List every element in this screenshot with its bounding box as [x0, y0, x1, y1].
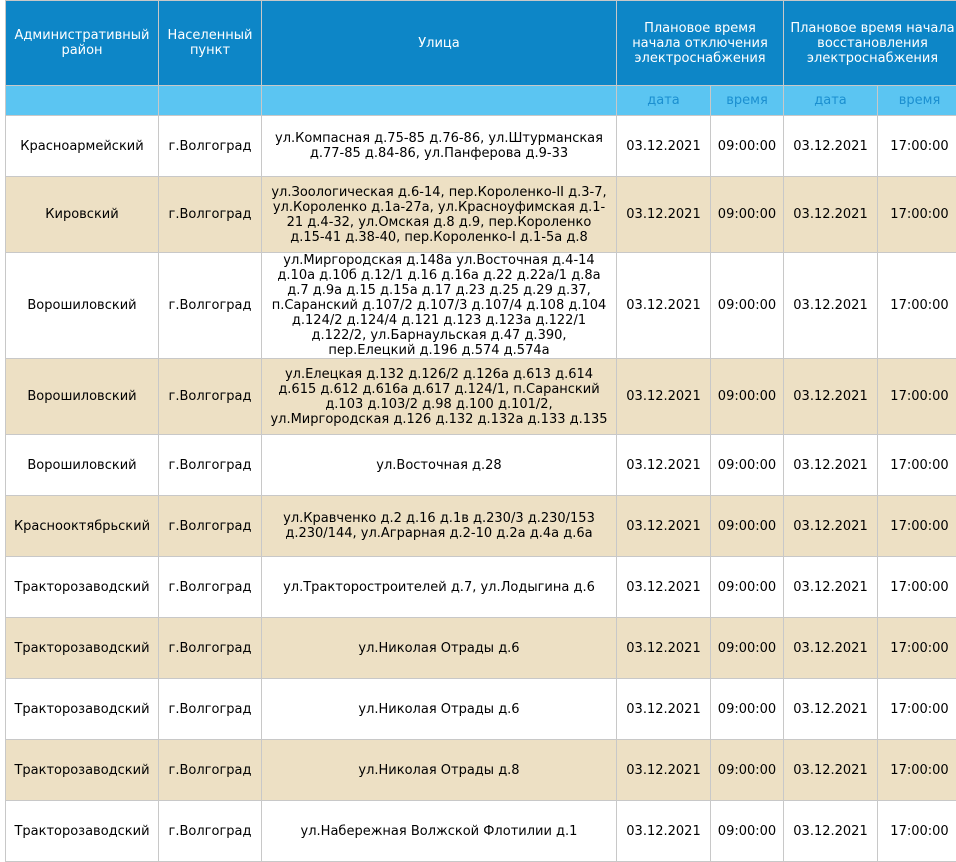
- cell-on-time: 17:00:00: [878, 177, 956, 253]
- cell-on-time: 17:00:00: [878, 740, 956, 801]
- cell-off-time: 09:00:00: [711, 618, 784, 679]
- header-restore-start: Плановое время начала восстановления электроснабжения: [784, 1, 956, 86]
- cell-off-time: 09:00:00: [711, 740, 784, 801]
- cell-city: г.Волгоград: [159, 679, 262, 740]
- cell-on-time: 17:00:00: [878, 679, 956, 740]
- cell-off-date: 03.12.2021: [617, 557, 711, 618]
- cell-off-date: 03.12.2021: [617, 496, 711, 557]
- cell-street: ул.Николая Отрады д.6: [262, 679, 617, 740]
- table-row: [6, 557, 956, 618]
- cell-on-date: 03.12.2021: [784, 435, 878, 496]
- cell-district: Ворошиловский: [6, 435, 159, 496]
- cell-off-date: 03.12.2021: [617, 359, 711, 435]
- cell-district: Красноармейский: [6, 116, 159, 177]
- header-outage-start: Плановое время начала отключения электроснабжения: [617, 1, 784, 86]
- subheader-on-date: дата: [784, 86, 878, 116]
- cell-street: ул.Кравченко д.2 д.16 д.1в д.230/3 д.230/153 д.230/144, ул.Аграрная д.2-10 д.2а д.4а д.6а: [262, 496, 617, 557]
- cell-off-time: 09:00:00: [711, 253, 784, 359]
- table-row: [6, 618, 956, 679]
- cell-on-time: 17:00:00: [878, 435, 956, 496]
- cell-off-date: 03.12.2021: [617, 740, 711, 801]
- table-row: [6, 253, 956, 359]
- cell-city: г.Волгоград: [159, 801, 262, 862]
- outage-schedule-table: [5, 0, 956, 862]
- cell-city: г.Волгоград: [159, 253, 262, 359]
- cell-off-time: 09:00:00: [711, 801, 784, 862]
- cell-street: ул.Николая Отрады д.8: [262, 740, 617, 801]
- cell-city: г.Волгоград: [159, 116, 262, 177]
- cell-off-time: 09:00:00: [711, 496, 784, 557]
- cell-district: Тракторозаводский: [6, 801, 159, 862]
- cell-on-date: 03.12.2021: [784, 557, 878, 618]
- cell-on-date: 03.12.2021: [784, 359, 878, 435]
- cell-on-date: 03.12.2021: [784, 618, 878, 679]
- subheader-on-time: время: [878, 86, 956, 116]
- subheader-off-time: время: [711, 86, 784, 116]
- header-district: Административный район: [6, 1, 159, 86]
- table-row: [6, 496, 956, 557]
- cell-district: Ворошиловский: [6, 359, 159, 435]
- subheader-off-date: дата: [617, 86, 711, 116]
- cell-off-date: 03.12.2021: [617, 801, 711, 862]
- cell-on-time: 17:00:00: [878, 801, 956, 862]
- cell-street: ул.Восточная д.28: [262, 435, 617, 496]
- cell-district: Ворошиловский: [6, 253, 159, 359]
- cell-street: ул.Тракторостроителей д.7, ул.Лодыгина д.6: [262, 557, 617, 618]
- table-row: [6, 740, 956, 801]
- cell-off-time: 09:00:00: [711, 435, 784, 496]
- cell-on-date: 03.12.2021: [784, 253, 878, 359]
- subheader-empty: [6, 86, 159, 116]
- cell-street: ул.Николая Отрады д.6: [262, 618, 617, 679]
- cell-on-date: 03.12.2021: [784, 496, 878, 557]
- cell-off-time: 09:00:00: [711, 116, 784, 177]
- cell-city: г.Волгоград: [159, 177, 262, 253]
- cell-on-time: 17:00:00: [878, 557, 956, 618]
- cell-off-time: 09:00:00: [711, 557, 784, 618]
- cell-district: Тракторозаводский: [6, 557, 159, 618]
- cell-on-date: 03.12.2021: [784, 177, 878, 253]
- header-street: Улица: [262, 1, 617, 86]
- cell-on-time: 17:00:00: [878, 359, 956, 435]
- cell-city: г.Волгоград: [159, 496, 262, 557]
- subheader-empty: [262, 86, 617, 116]
- subheader-empty: [159, 86, 262, 116]
- cell-off-date: 03.12.2021: [617, 618, 711, 679]
- cell-street: ул.Набережная Волжской Флотилии д.1: [262, 801, 617, 862]
- cell-district: Кировский: [6, 177, 159, 253]
- cell-city: г.Волгоград: [159, 435, 262, 496]
- cell-on-time: 17:00:00: [878, 496, 956, 557]
- cell-off-date: 03.12.2021: [617, 435, 711, 496]
- table-row: [6, 435, 956, 496]
- cell-off-time: 09:00:00: [711, 359, 784, 435]
- table-row: [6, 801, 956, 862]
- cell-on-date: 03.12.2021: [784, 740, 878, 801]
- cell-street: ул.Зоологическая д.6-14, пер.Короленко-II д.3-7, ул.Короленко д.1а-27а, ул.Красноуфимская д.1-21 д.4-32, ул.Омская д.8 д.9, пер.Короленко д.15-41 д.38-40, пер.Короленко-I д.1-5а д.8: [262, 177, 617, 253]
- cell-city: г.Волгоград: [159, 359, 262, 435]
- cell-off-date: 03.12.2021: [617, 116, 711, 177]
- cell-off-date: 03.12.2021: [617, 679, 711, 740]
- cell-street: ул.Компасная д.75-85 д.76-86, ул.Штурманская д.77-85 д.84-86, ул.Панферова д.9-33: [262, 116, 617, 177]
- table-row: [6, 359, 956, 435]
- cell-street: ул.Миргородская д.148а ул.Восточная д.4-14 д.10а д.10б д.12/1 д.16 д.16а д.22 д.22а/1 д.8а д.7 д.9а д.15 д.15а д.17 д.23 д.25 д.29 д.37, п.Саранский д.107/2 д.107/3 д.107/4 д.108 д.104 д.124/2 д.124/4 д.121 д.123 д.123а д.122/1 д.122/2, ул.Барнаульская д.47 д.390, пер.Елецкий д.196 д.574 д.574а: [262, 253, 617, 359]
- cell-street: ул.Елецкая д.132 д.126/2 д.126а д.613 д.614 д.615 д.612 д.616а д.617 д.124/1, п.Саранский д.103 д.103/2 д.98 д.100 д.101/2, ул.Миргородская д.126 д.132 д.132а д.133 д.135: [262, 359, 617, 435]
- table-row: [6, 679, 956, 740]
- cell-city: г.Волгоград: [159, 557, 262, 618]
- cell-city: г.Волгоград: [159, 618, 262, 679]
- cell-on-date: 03.12.2021: [784, 801, 878, 862]
- cell-on-date: 03.12.2021: [784, 116, 878, 177]
- cell-on-date: 03.12.2021: [784, 679, 878, 740]
- cell-city: г.Волгоград: [159, 740, 262, 801]
- cell-district: Тракторозаводский: [6, 618, 159, 679]
- cell-on-time: 17:00:00: [878, 116, 956, 177]
- cell-district: Тракторозаводский: [6, 679, 159, 740]
- table-row: [6, 116, 956, 177]
- cell-off-time: 09:00:00: [711, 679, 784, 740]
- header-row: [6, 1, 956, 86]
- cell-off-date: 03.12.2021: [617, 253, 711, 359]
- subheader-row: [6, 86, 956, 116]
- cell-on-time: 17:00:00: [878, 253, 956, 359]
- cell-off-date: 03.12.2021: [617, 177, 711, 253]
- cell-district: Краснооктябрьский: [6, 496, 159, 557]
- cell-on-time: 17:00:00: [878, 618, 956, 679]
- header-city: Населенный пункт: [159, 1, 262, 86]
- cell-off-time: 09:00:00: [711, 177, 784, 253]
- table-row: [6, 177, 956, 253]
- cell-district: Тракторозаводский: [6, 740, 159, 801]
